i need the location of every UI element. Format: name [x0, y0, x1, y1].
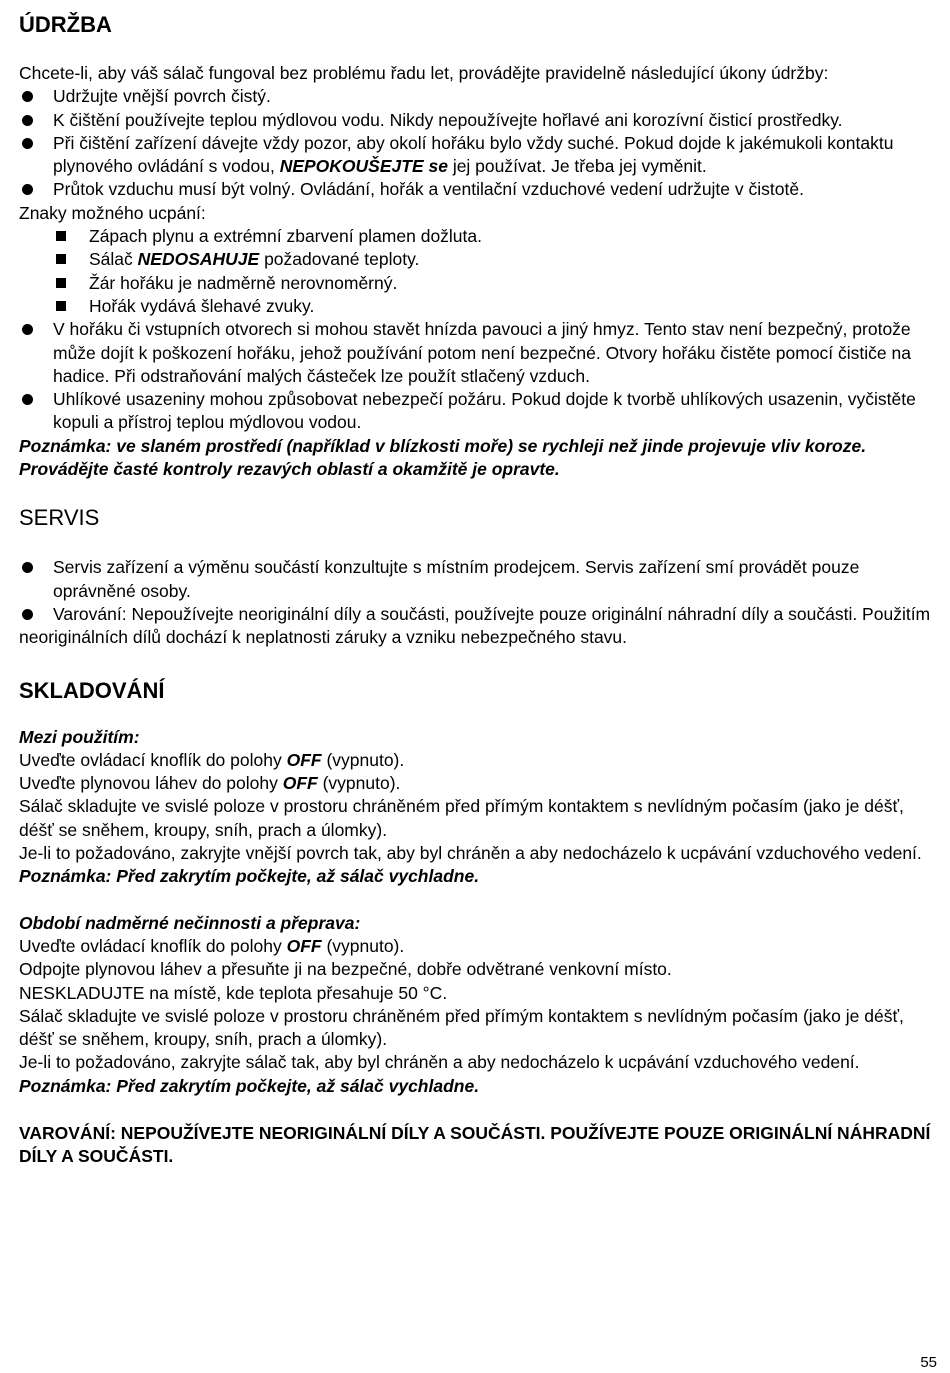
storage-note-cool: Poznámka: Před zakrytím počkejte, až sálač vychladne. — [19, 866, 480, 887]
inactivity-line-upright: Sálač skladujte ve svislé poloze v prostoru chráněném před přímým kontaktem s nevlídným počasím (jako je déšť, déšť se sněhem, kroupy, sníh, prach a úlomky). — [19, 1005, 904, 1050]
inactivity-line-cover: Je-li to požadováno, zakryjte sálač tak, aby byl chráněn a aby nedocházelo k ucpávání vzduchového vedení. — [19, 1052, 860, 1073]
storage-line-cylinder: Uveďte plynovou láhev do polohy OFF (vypnuto). — [19, 773, 401, 794]
storage-line-cover: Je-li to požadováno, zakryjte vnější povrch tak, aby byl chráněn a aby nedocházelo k ucpávání vzduchového vedení. — [19, 843, 922, 864]
storage-subheading-inactivity: Období nadměrné nečinnosti a přeprava: — [19, 912, 361, 933]
maintenance-intro: Chcete-li, aby váš sálač fungoval bez problému řadu let, provádějte pravidelně následující úkony údržby: — [19, 63, 829, 83]
maintenance-heading: ÚDRŽBA — [19, 12, 112, 37]
inactivity-note-cool: Poznámka: Před zakrytím počkejte, až sálač vychladne. — [19, 1075, 480, 1096]
page-number: 55 — [920, 1354, 937, 1371]
inactivity-line-knob: Uveďte ovládací knoflík do polohy OFF (vypnuto). — [19, 935, 405, 956]
maintenance-item-cleaning: K čištění používejte teplou mýdlovou vodu. Nikdy nepoužívejte hořlavé ani korozívní čisticí prostředky. — [19, 109, 934, 132]
blockage-sign-temperature: Sálač NEDOSAHUJE požadované teploty. — [19, 248, 934, 271]
maintenance-note: Poznámka: ve slaném prostředí (například v blízkosti moře) se rychleji než jinde projevuje vliv koroze. Provádějte časté kontroly rezavých oblastí a okamžitě je opravte. — [19, 435, 867, 480]
storage-warning: VAROVÁNÍ: NEPOUŽÍVEJTE NEORIGINÁLNÍ DÍLY A SOUČÁSTI. POUŽÍVEJTE POUZE ORIGINÁLNÍ NÁHRADNÍ DÍLY A SOUČÁSTI. — [19, 1122, 931, 1167]
service-item-warning: Varování: Nepoužívejte neoriginální díly a součásti, používejte pouze originální náhradní díly a součásti. Použitím neoriginálních dílů dochází k neplatnosti záruky a vzniku nebezpečného stavu. — [19, 603, 934, 650]
maintenance-list — [19, 85, 934, 225]
maintenance-item-surface: Udržujte vnější povrch čistý. — [19, 85, 934, 108]
document-page — [19, 0, 934, 1169]
maintenance-item-carbon: Uhlíkové usazeniny mohou způsobovat nebezpečí požáru. Pokud dojde k tvorbě uhlíkových usazenin, vyčistěte kopuli a přístroj teplou mýdlovou vodou. — [19, 388, 934, 435]
blockage-sign-noise: Hořák vydává šlehavé zvuky. — [19, 295, 934, 318]
blockage-signs-list — [19, 225, 934, 318]
inactivity-line-disconnect: Odpojte plynovou láhev a přesuňte ji na bezpečné, dobře odvětrané venkovní místo. — [19, 959, 672, 980]
blockage-sign-uneven-heat: Žár hořáku je nadměrně nerovnoměrný. — [19, 272, 934, 295]
service-heading: SERVIS — [19, 505, 100, 531]
blockage-sign-gas-smell: Zápach plynu a extrémní zbarvení plamen dožluta. — [19, 225, 934, 248]
maintenance-item-insects: V hořáku či vstupních otvorech si mohou stavět hnízda pavouci a jiný hmyz. Tento stav není bezpečný, protože může dojít k poškození hořáku, jehož používání potom není bezpečné. Otvory hořáku čistěte pomocí čističe na hadice. Při odstraňování malých částeček lze použít stlačený vzduch. — [19, 318, 934, 388]
inactivity-line-temperature: NESKLADUJTE na místě, kde teplota přesahuje 50 °C. — [19, 982, 448, 1003]
maintenance-list-continued — [19, 318, 934, 434]
storage-heading: SKLADOVÁNÍ — [19, 677, 165, 703]
service-list — [19, 556, 934, 649]
maintenance-item-airflow: Průtok vzduchu musí být volný. Ovládání, hořák a ventilační vzduchové vedení udržujte v čistotě. Znaky možného ucpání: — [19, 178, 934, 225]
storage-subheading-between-uses: Mezi použitím: — [19, 726, 140, 747]
service-item-dealer: Servis zařízení a výměnu součástí konzultujte s místním prodejcem. Servis zařízení smí provádět pouze oprávněné osoby. — [19, 556, 934, 603]
storage-line-upright: Sálač skladujte ve svislé poloze v prostoru chráněném před přímým kontaktem s nevlídným počasím (jako je déšť, déšť se sněhem, kroupy, sníh, prach a úlomky). — [19, 796, 904, 840]
maintenance-item-dry-burner: Při čištění zařízení dávejte vždy pozor, aby okolí hořáku bylo vždy suché. Pokud dojde k jakémukoli kontaktu plynového ovládání s vodou, NEPOKOUŠEJTE se jej používat. Je třeba jej vyměnit. — [19, 132, 934, 179]
storage-line-knob: Uveďte ovládací knoflík do polohy OFF (vypnuto). — [19, 749, 405, 770]
